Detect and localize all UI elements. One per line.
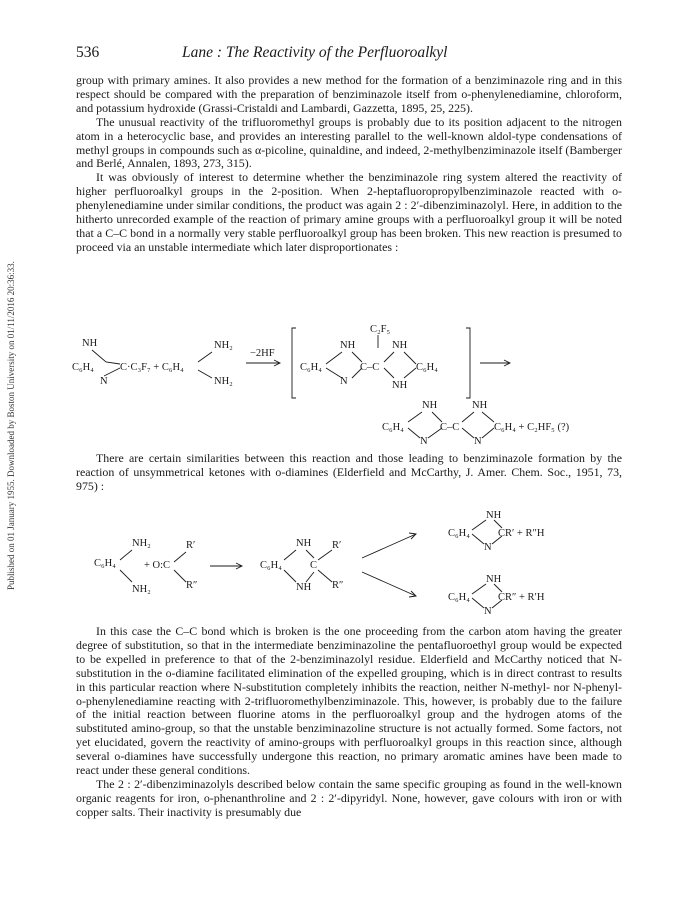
n-label: N	[484, 542, 492, 553]
n-label: N	[340, 376, 348, 387]
n-label: N	[100, 376, 108, 387]
paragraph: group with primary amines. It also provides a new method for the formation of a benziminazole ring and in this respect should be compared with the preparation of benziminazole itself from o-phenylenediamine, chloroform, and potassium hydroxide (Grassi-Cristaldi and Lambardi, Gazzetta, 1895, 25, 225).	[76, 73, 622, 115]
cc-label: C–C	[360, 362, 380, 373]
download-watermark	[6, 150, 20, 590]
reaction-scheme-1	[70, 318, 630, 448]
c6h4-label: C₆H₄	[448, 592, 470, 603]
c2f5-label: C₂F₅	[370, 324, 391, 335]
body-text-top	[76, 74, 622, 255]
product-1: CR′ + R″H	[498, 528, 545, 539]
r2-label: R″	[186, 580, 198, 591]
c-label: C	[310, 560, 318, 571]
c6h4-label: C₆H₄	[448, 528, 470, 539]
r2-label: R″	[332, 580, 344, 591]
nh-label: NH	[340, 340, 356, 351]
paragraph: It was obviously of interest to determine whether the benziminazole ring system altered the reactivity of higher perfluoroalkyl groups in the 2-position. When 2-heptafluoropropylbenziminazole reacted with o-phenylenediamine under similar conditions, the product was again 2 : 2′-dibenziminazolyl. Here, in addition to the hitherto unrecorded example of the reaction of primary amine groups with a perfluoroalkyl group it will be noted that a C–C bond in a normally very stable perfluoroalkyl group has been broken. This new reaction is presumed to proceed via an unstable intermediate which later disproportionates :	[76, 170, 622, 254]
minus-2hf: −2HF	[250, 348, 275, 359]
nh-label: NH	[472, 400, 488, 411]
n-label: N	[420, 436, 428, 447]
paragraph: The unusual reactivity of the trifluoromethyl groups is probably due to its position adjacent to the nitrogen atom in a heterocyclic base, and provides an interesting parallel to the well-known aldol-type condensations of methyl groups in compounds such as α-picoline, quinaldine, and indeed, 2-methylbenziminazole itself (Bamberger and Berlé, Annalen, 1893, 273, 315).	[76, 114, 622, 171]
nh2-label: NH₂	[132, 584, 151, 595]
nh-label: NH	[82, 338, 98, 349]
nh2-label: NH₂	[214, 340, 233, 351]
reactant-label: C·C₃F₇ + C₆H₄	[120, 362, 184, 373]
n-label: N	[474, 436, 482, 447]
product-label: C₆H₄ + C₂HF₅ (?)	[494, 422, 570, 433]
r1-label: R′	[332, 540, 342, 551]
nh2-label: NH₂	[132, 538, 151, 549]
paragraph: There are certain similarities between this reaction and those leading to benziminazole formation by the reaction of unsymmetrical ketones with o-diamines (Elderfield and McCarthy, J. Amer. Chem. Soc., 1951, 73, 975) :	[76, 451, 622, 493]
c6h4-label: C₆H₄	[72, 362, 94, 373]
nh-label: NH	[296, 538, 312, 549]
c6h4-label: C₆H₄	[260, 560, 282, 571]
nh-label: NH	[296, 582, 312, 593]
nh-label: NH	[392, 380, 408, 391]
nh-label: NH	[422, 400, 438, 411]
nh-label: NH	[486, 574, 502, 585]
paragraph: In this case the C–C bond which is broken is the one proceeding from the carbon atom having the greater degree of substitution, so that in the intermediate benziminazoline the pentafluoroethyl group would be expected to be expelled in preference to that of the 2-benziminazolyl residue. Elderfield and McCarthy noticed that N-substitution in the o-diamine facilitated elimination of the expelled grouping, which is in direct contrast to results in this particular reaction where N-substitution completely inhibits the reaction, neither N-methyl- nor N-phenyl-o-phenylenediamine reacting with 2-trifluoromethylbenziminazole. This, however, is probably due to the failure of the initial reaction between fluorine atoms in the perfluoroalkyl group and the hydrogen atoms of the substituted amino-group, so that the unstable benziminazoline structure is not actually formed. Some factors, not yet elucidated, govern the reactivity of amino-groups with perfluoroalkyl groups in this reaction since, although several o-diamines have successfully undergone this reaction, no primary aromatic amines have been made to react under these general conditions.	[76, 624, 622, 778]
body-text-middle	[76, 452, 622, 494]
product-2: CR″ + R′H	[498, 592, 545, 603]
nh2-label: NH₂	[214, 376, 233, 387]
nh-label: NH	[486, 510, 502, 521]
paragraph: The 2 : 2′-dibenziminazolyls described below contain the same specific grouping as found in the well-known organic reagents for iron, o-phenanthroline and 2 : 2′-dipyridyl. None, however, gave colours with iron or with copper salts. Their inactivity is presumably due	[76, 776, 622, 819]
c6h4-label: C₆H₄	[382, 422, 404, 433]
reaction-scheme-2	[70, 506, 630, 616]
cc-label: C–C	[440, 422, 460, 433]
c6h4-label: C₆H₄	[300, 362, 322, 373]
plus-oc: + O:C	[144, 560, 171, 571]
running-title: Lane : The Reactivity of the Perfluoroalkyl	[182, 44, 448, 61]
r1-label: R′	[186, 540, 196, 551]
c6h4-label: C₆H₄	[416, 362, 438, 373]
nh-label: NH	[392, 340, 408, 351]
n-label: N	[484, 606, 492, 616]
page-number: 536	[76, 44, 100, 61]
body-text-bottom	[76, 625, 622, 820]
download-note: Published on 01 January 1955. Downloaded by Boston University on 01/11/2016 20:36:33.	[6, 261, 16, 590]
c6h4-label: C₆H₄	[94, 558, 116, 569]
